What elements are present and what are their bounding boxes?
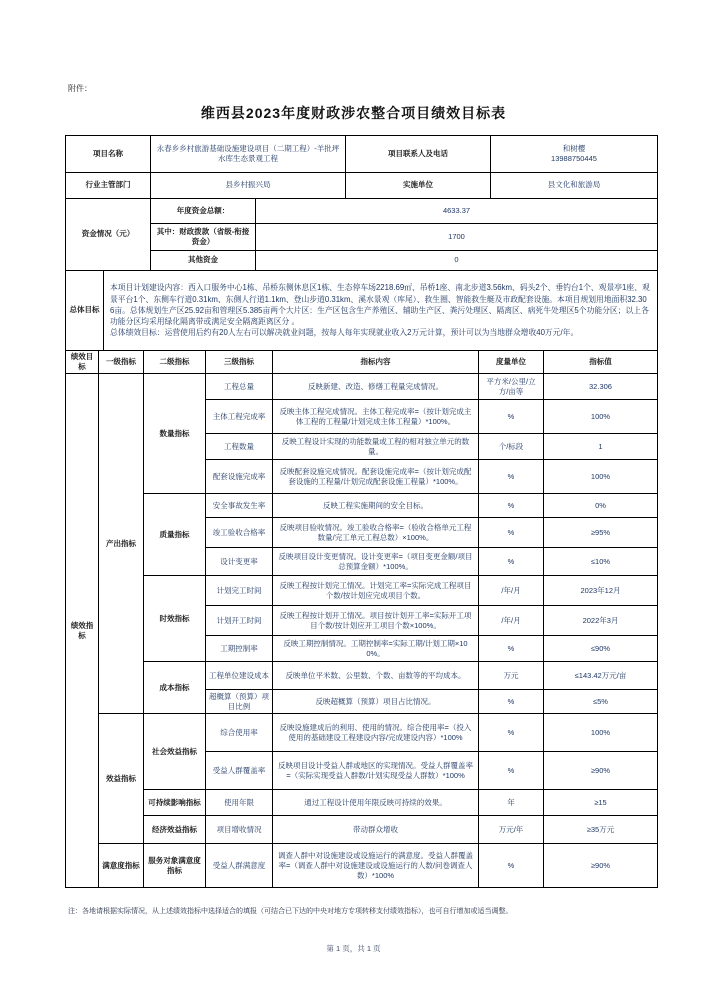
level3-label: 计划开工时间 [206,606,273,636]
page-number: 第 1 页，共 1 页 [326,944,381,953]
indicator-value: 32.306 [544,374,658,400]
indicator-content: 通过工程设计使用年限反映可持续的效果。 [273,790,479,816]
overall-goal-line2: 总体绩效目标：运营使用后约有20人左右可以解决就业问题，按每人每年实现就业收入2万元计算，预计可以为当地群众增收40万元/年。 [110,328,579,338]
indicator-content: 反映设施建成后的利用、使用的情况。综合使用率=（投入使用的基础建设工程建设内容/完成建设内容）*100% [273,714,479,752]
level3-label: 项目增收情况 [206,816,273,844]
attachment-label: 附件： [68,84,92,93]
dept-value: 县乡村振兴局 [151,173,346,199]
table-row [66,136,658,173]
level3-label: 受益人群覆盖率 [206,752,273,790]
indicator-unit: % [479,636,544,662]
indicator-value: ≤90% [544,636,658,662]
table-row [66,224,658,251]
indicator-content: 带动群众增收 [273,816,479,844]
table-row [66,816,658,844]
header-level3: 三级指标 [206,351,273,374]
indicator-value: ≤5% [544,690,658,714]
impl-value: 县文化和旅游局 [491,173,658,199]
header-perf-goal: 绩效目标 [66,351,99,374]
contact-name: 和树樱 [562,143,586,153]
level3-label: 工程总量 [206,374,273,400]
indicator-value: 0% [544,494,658,518]
indicator-unit: 个/标段 [479,434,544,460]
indicator-unit: % [479,494,544,518]
indicator-content: 反映工程实施期间的安全目标。 [273,494,479,518]
funding-row-value: 4633.37 [256,199,658,224]
indicator-unit: % [479,844,544,888]
level3-label: 超概算（预算）项目比例 [206,690,273,714]
funding-row-label: 年度资金总额： [151,199,256,224]
indicator-unit: 万元 [479,662,544,690]
indicator-unit: % [479,518,544,548]
tables-container [65,135,657,888]
level3-label: 竣工验收合格率 [206,518,273,548]
indicator-content: 调查人群中对设施建设或设施运行的满意度。受益人群覆盖率=（调查人群中对设施建设或设施运行的人数/问卷调查人数）*100% [273,844,479,888]
indicator-value: ≤10% [544,548,658,576]
table-row [66,714,658,752]
indicator-value: ≥95% [544,518,658,548]
level2-social: 社会效益指标 [144,714,206,790]
level1-output: 产出指标 [99,374,144,714]
funding-row-label: 其中：财政拨款（省级-衔接资金） [151,224,256,251]
indicator-content: 反映项目验收情况。竣工验收合格率=（验收合格单元工程数量/完工单元工程总数）×100%。 [273,518,479,548]
indicator-content: 反映项目设计变更情况。设计变更率=（项目变更金额/项目总预算金额）*100%。 [273,548,479,576]
table-row [66,576,658,606]
table-row [66,844,658,888]
indicator-content: 反映工程按计划完工情况。计划完工率=实际完成工程项目个数/按计划应完成项目个数。 [273,576,479,606]
overall-goal-text [104,271,658,351]
table-row [66,271,658,351]
indicator-content: 反映新建、改造、修缮工程量完成情况。 [273,374,479,400]
indicator-content: 反映工程按计划开工情况。项目按计划开工率=实际开工项目个数/按计划应开工项目个数×100%。 [273,606,479,636]
impl-label: 实施单位 [346,173,491,199]
table-row [66,494,658,518]
level1-satisfaction: 满意度指标 [99,844,144,888]
info-table [65,135,658,199]
table-row [66,662,658,690]
level3-label: 设计变更率 [206,548,273,576]
dept-label: 行业主管部门 [66,173,151,199]
indicator-unit: % [479,690,544,714]
funding-row-value: 0 [256,251,658,271]
page-title: 维西县2023年度财政涉农整合项目绩效目标表 [200,105,507,121]
level3-label: 安全事故发生率 [206,494,273,518]
overall-goal-table [65,270,658,351]
indicator-value: 2022年3月 [544,606,658,636]
indicator-unit: 年 [479,790,544,816]
level3-label: 使用年限 [206,790,273,816]
table-row [66,374,658,400]
indicator-unit: 万元/年 [479,816,544,844]
header-level2: 二级指标 [144,351,206,374]
level2-time: 时效指标 [144,576,206,662]
table-row [66,790,658,816]
indicator-value: ≥15 [544,790,658,816]
contact-label: 项目联系人及电话 [346,136,491,173]
indicator-content: 反映项目设计受益人群或地区的实现情况。受益人群覆盖率=（实际实现受益人群数/计划实现受益人群数）*100% [273,752,479,790]
indicator-value: ≤143.42万元/亩 [544,662,658,690]
level2-cost: 成本指标 [144,662,206,714]
indicator-content: 反映单位平米数、公里数、个数、亩数等的平均成本。 [273,662,479,690]
indicators-header-row [66,351,658,374]
table-row [66,251,658,271]
level3-label: 计划完工时间 [206,576,273,606]
level3-label: 综合使用率 [206,714,273,752]
header-content: 指标内容 [273,351,479,374]
indicator-content: 反映工期控制情况。工期控制率=实际工期/计划工期×100%。 [273,636,479,662]
indicators-table [65,350,658,888]
footnote: 注：各地请根据实际情况，从上述绩效指标中选择适合的填报（可结合已下达的中央对地方专项转移支付绩效指标），也可自行增加或适当调整。 [68,908,513,915]
level3-label: 主体工程完成率 [206,400,273,434]
indicator-unit: % [479,400,544,434]
indicator-content: 反映主体工程完成情况。主体工程完成率=（按计划完成主体工程的工程量/计划完成主体工程量）*100%。 [273,400,479,434]
table-row [66,199,658,224]
level3-label: 配套设施完成率 [206,460,273,494]
indicator-unit: 平方米/公里/立方/亩等 [479,374,544,400]
indicator-value: 1 [544,434,658,460]
indicator-value: ≥90% [544,844,658,888]
indicator-value: 100% [544,460,658,494]
project-name-label: 项目名称 [66,136,151,173]
overall-goal-line1: 本项目计划建设内容：西入口服务中心1栋、吊桥东侧休息区1栋、生态停车场2218.69㎡、吊桥1座、南北步道3.56km、码头2个、垂钓台1个、观景亭1座、观景平台1个、东侧车行道0.31km、东侧人行道1.1km、登山步道0.31km、溪水景观（库尾）、救生圈、智能救生艇及市政配套设施。本项目规划用地面积32.306亩。总体规划生产区25.92亩和管理区5.385亩两个大片区：生产区包含生产养殖区、辅助生产区、粪污处理区、隔离区、病死牛处理区5个功能分区；以上各功能分区均采用绿化隔离带或满足安全隔离距离区分 。 [110,283,650,327]
indicator-content: 反映配套设施完成情况。配套设施完成率=（按计划完成配套设施的工程量/计划完成配套设施工程量）*100%。 [273,460,479,494]
header-unit: 度量单位 [479,351,544,374]
level2-quantity: 数量指标 [144,374,206,494]
level2-economic: 经济效益指标 [144,816,206,844]
funding-section-label: 资金情况（元） [66,199,151,271]
indicator-unit: % [479,752,544,790]
level3-label: 工程单位建设成本 [206,662,273,690]
indicator-unit: % [479,460,544,494]
indicator-unit: /年/月 [479,576,544,606]
indicators-section-label: 绩效指标 [66,374,99,888]
level1-benefit: 效益指标 [99,714,144,844]
indicator-value: ≥90% [544,752,658,790]
contact-phone: 13988750445 [551,154,597,163]
level3-label: 工期控制率 [206,636,273,662]
level3-label: 受益人群满意度 [206,844,273,888]
funding-row-label: 其他资金 [151,251,256,271]
indicator-unit: % [479,714,544,752]
funding-table [65,198,658,271]
header-level1: 一级指标 [99,351,144,374]
indicator-unit: /年/月 [479,606,544,636]
level2-service: 服务对象满意度指标 [144,844,206,888]
level2-quality: 质量指标 [144,494,206,576]
indicator-value: 100% [544,400,658,434]
level2-sustain: 可持续影响指标 [144,790,206,816]
table-row [66,173,658,199]
indicator-value: 2023年12月 [544,576,658,606]
contact-value [491,136,658,173]
level3-label: 工程数量 [206,434,273,460]
header-value: 指标值 [544,351,658,374]
indicator-unit: % [479,548,544,576]
project-name-value: 永春乡乡村旅游基础设施建设项目（二期工程）-羊批坪水库生态景观工程 [151,136,346,173]
indicator-value: ≥35万元 [544,816,658,844]
overall-goal-label: 总体目标 [66,271,104,351]
indicator-content: 反映超概算（预算）项目占比情况。 [273,690,479,714]
indicator-value: 100% [544,714,658,752]
funding-row-value: 1700 [256,224,658,251]
indicator-content: 反映工程设计实现的功能数量或工程的相对独立单元的数量。 [273,434,479,460]
